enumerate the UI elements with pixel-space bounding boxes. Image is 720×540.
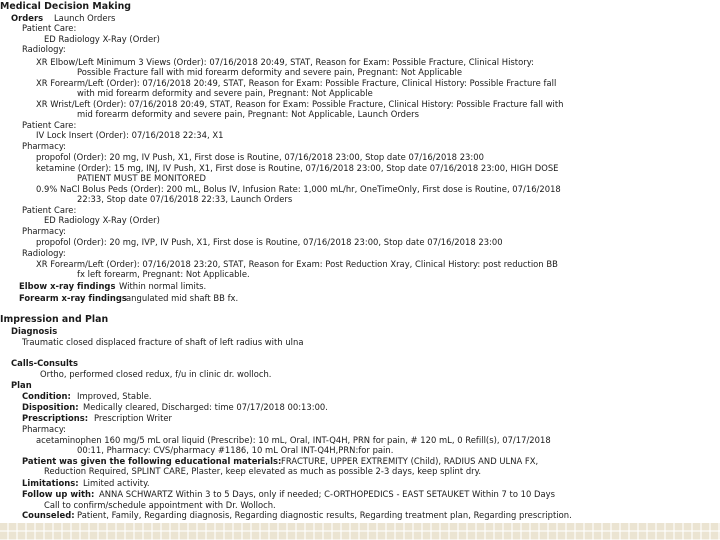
note-text: Radiology: <box>22 248 66 258</box>
note-text: ED Radiology X-Ray (Order) <box>44 34 160 44</box>
note-text: Medically cleared, Discharged: time 07/17/2018 00:13:00. <box>83 402 328 412</box>
field-label: Plan <box>11 380 32 390</box>
note-text: angulated mid shaft BB fx. <box>126 293 239 303</box>
note-text: Limited activity. <box>83 478 150 488</box>
note-text: 22:33, Stop date 07/16/2018 22:33, Launch Orders <box>77 194 293 204</box>
note-text: IV Lock Insert (Order): 07/16/2018 22:34, X1 <box>36 130 224 140</box>
note-text: FRACTURE, UPPER EXTREMITY (Child), RADIUS AND ULNA FX, <box>281 456 539 466</box>
note-text: Radiology: <box>22 44 66 54</box>
field-label: Condition: <box>22 391 71 401</box>
field-label: Follow up with: <box>22 489 95 499</box>
note-text: XR Elbow/Left Minimum 3 Views (Order): 07/16/2018 20:49, STAT, Reason for Exam: Possible Fracture, Clinical History: <box>36 57 534 67</box>
field-label: Diagnosis <box>11 326 58 336</box>
note-text: Pharmacy: <box>22 141 67 151</box>
note-text: Traumatic closed displaced fracture of shaft of left radius with ulna <box>22 337 304 347</box>
note-text: Launch Orders <box>54 13 116 23</box>
note-text: XR Wrist/Left (Order): 07/16/2018 20:49, STAT, Reason for Exam: Possible Fracture, Clinical History: Possible Fracture fall with <box>36 99 564 109</box>
note-text: XR Forearm/Left (Order): 07/16/2018 20:49, STAT, Reason for Exam: Possible Fracture, Clinical History: Possible Fracture fall <box>36 78 557 88</box>
note-text: Call to confirm/schedule appointment with Dr. Wolloch. <box>44 500 276 510</box>
note-text: Pharmacy: <box>22 226 67 236</box>
note-text: propofol (Order): 20 mg, IV Push, X1, First dose is Routine, 07/16/2018 23:00, Stop date 07/16/2018 23:00 <box>36 152 484 162</box>
note-text: XR Forearm/Left (Order): 07/16/2018 23:20, STAT, Reason for Exam: Post Reduction Xray, Clinical History: post reduction BB <box>36 259 558 269</box>
note-text: Reduction Required, SPLINT CARE, Plaster, keep elevated as much as possible 2-3 days, keep splint dry. <box>44 466 482 476</box>
note-text: 0.9% NaCl Bolus Peds (Order): 200 mL, Bolus IV, Infusion Rate: 1,000 mL/hr, OneTimeOnly, First dose is Routine, 07/16/2018 <box>36 184 561 194</box>
note-text: Prescription Writer <box>94 413 173 423</box>
field-label: Elbow x-ray findings <box>19 281 116 291</box>
bottom-decorative-strip <box>0 523 720 540</box>
impression-section-title: Impression and Plan <box>0 314 109 325</box>
note-text: ketamine (Order): 15 mg, INJ, IV Push, X1, First dose is Routine, 07/16/2018 23:00, Stop date 07/16/2018 23:00, HIGH DOSE <box>36 163 559 173</box>
note-text: Ortho, performed closed redux, f/u in clinic dr. wolloch. <box>40 369 272 379</box>
note-text: mid forearm deformity and severe pain, Pregnant: Not Applicable, Launch Orders <box>77 109 420 119</box>
note-text: PATIENT MUST BE MONITORED <box>77 173 206 183</box>
note-text: Patient Care: <box>22 205 77 215</box>
note-text: Improved, Stable. <box>77 391 152 401</box>
field-label: Calls-Consults <box>11 358 78 368</box>
note-text: Patient, Family, Regarding diagnosis, Regarding diagnostic results, Regarding treatment plan, Regarding prescription. <box>77 510 572 520</box>
mdm-section-title: Medical Decision Making <box>0 1 132 12</box>
note-text: Patient Care: <box>22 120 77 130</box>
note-text: 00:11, Pharmacy: CVS/pharmacy #1186, 10 mL Oral INT-Q4H,PRN:for pain. <box>77 445 394 455</box>
field-label: Orders <box>11 13 44 23</box>
field-label: Limitations: <box>22 478 79 488</box>
note-text: acetaminophen 160 mg/5 mL oral liquid (Prescribe): 10 mL, Oral, INT-Q4H, PRN for pain, # 120 mL, 0 Refill(s), 07/17/2018 <box>36 435 551 445</box>
field-label: Patient was given the following educational materials: <box>22 456 282 466</box>
field-label: Forearm x-ray findings <box>19 293 127 303</box>
note-text: fx left forearm, Pregnant: Not Applicable. <box>77 269 250 279</box>
note-text: ED Radiology X-Ray (Order) <box>44 215 160 225</box>
note-text: with mid forearm deformity and severe pain, Pregnant: Not Applicable <box>77 88 373 98</box>
field-label: Disposition: <box>22 402 79 412</box>
field-label: Counseled: <box>22 510 75 520</box>
note-text: propofol (Order): 20 mg, IVP, IV Push, X1, First dose is Routine, 07/16/2018 23:00, Stop date 07/16/2018 23:00 <box>36 237 503 247</box>
note-text: Patient Care: <box>22 23 77 33</box>
field-label: Prescriptions: <box>22 413 89 423</box>
note-text: Possible Fracture fall with mid forearm deformity and severe pain, Pregnant: Not Applicable <box>77 67 463 77</box>
note-text: Within normal limits. <box>119 281 207 291</box>
note-text: Pharmacy: <box>22 424 67 434</box>
note-text: ANNA SCHWARTZ Within 3 to 5 Days, only if needed; C-ORTHOPEDICS - EAST SETAUKET Within 7 to 10 Days <box>99 489 556 499</box>
